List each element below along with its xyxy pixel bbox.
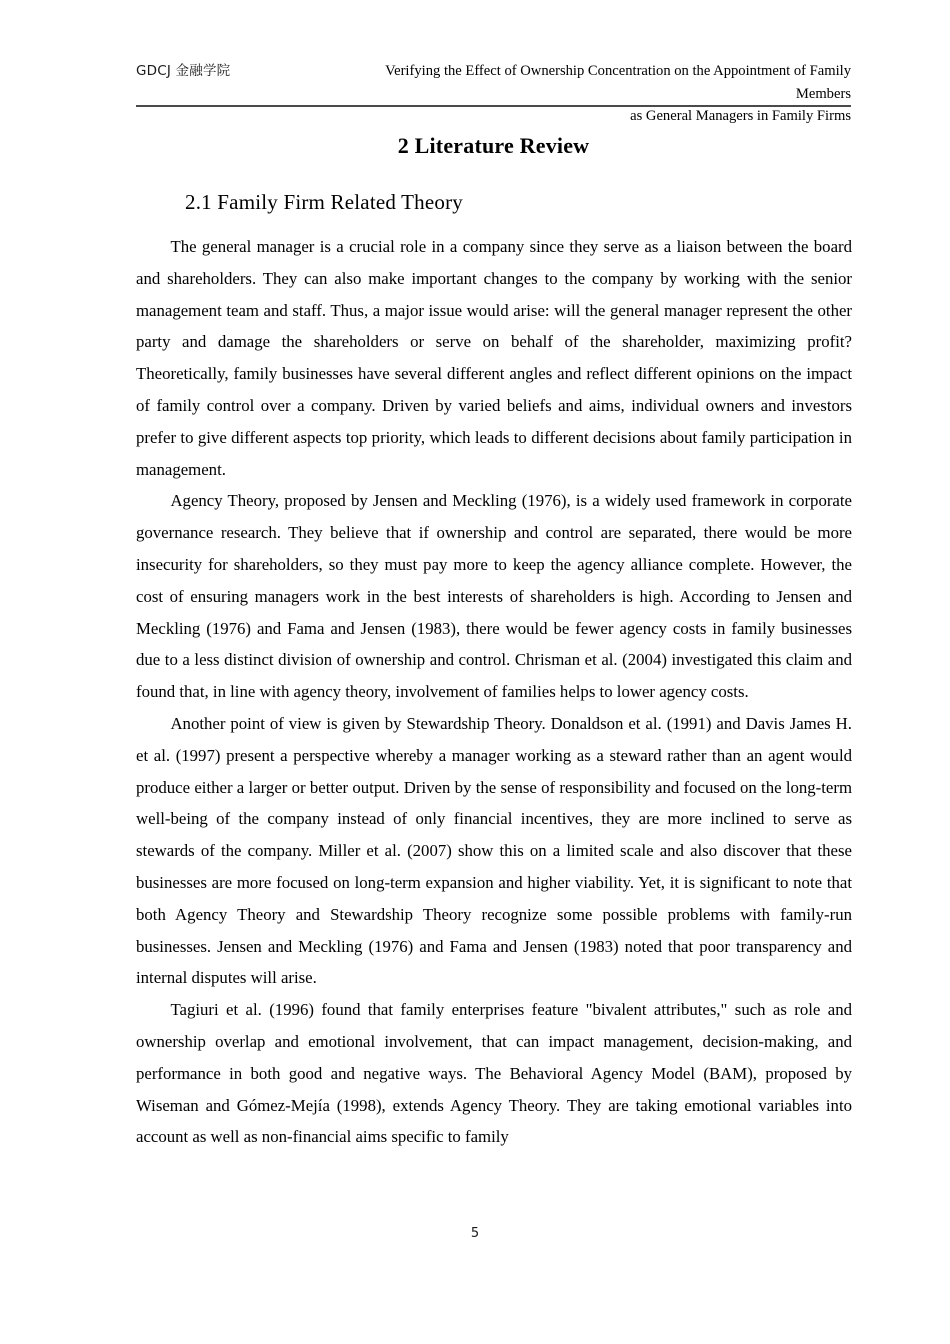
body-content <box>136 231 852 1153</box>
chapter-heading: 2 Literature Review <box>397 132 590 158</box>
running-title-line-2: as General Managers in Family Firms <box>630 108 851 125</box>
paragraph-2: Agency Theory, proposed by Jensen and Meckling (1976), is a widely used framework in corporate governance research. They believe that if ownership and control are separated, there would be more insecurity for shareholders, so they must pay more to keep the agency alliance complete. However, the cost of ensuring managers work in the best interests of shareholders is high. According to Jensen and Meckling (1976) and Fama and Jensen (1983), there would be fewer agency costs in family businesses due to a less distinct division of ownership and control. Chrisman et al. (2004) investigated this claim and found that, in line with agency theory, involvement of families helps to lower agency costs. <box>136 491 852 702</box>
header-divider <box>136 105 851 107</box>
paragraph-4: Tagiuri et al. (1996) found that family enterprises feature "bivalent attributes," such as role and ownership overlap and emotional involvement, that can impact management, decision-making, and performance in both good and negative ways. The Behavioral Agency Model (BAM), proposed by Wiseman and Gómez-Mejía (1998), extends Agency Theory. They are taking emotional variables into account as well as non-financial aims specific to family <box>136 1000 852 1147</box>
section-heading: 2.1 Family Firm Related Theory <box>185 190 463 215</box>
running-header <box>136 60 851 128</box>
institution-name: GDCJ 金融学院 <box>136 63 231 79</box>
paragraph-3: Another point of view is given by Stewardship Theory. Donaldson et al. (1991) and Davis James H. et al. (1997) present a perspective whereby a manager working as a steward rather than an agent would produce either a larger or better output. Driven by the sense of responsibility and focused on the long-term well-being of the company instead of only financial incentives, they are more inclined to serve as stewards of the company. Miller et al. (2007) show this on a limited scale and also discover that these businesses are more focused on long-term expansion and higher viability. Yet, it is significant to note that both Agency Theory and Stewardship Theory recognize some possible problems with family-run businesses. Jensen and Meckling (1976) and Fama and Jensen (1983) noted that poor transparency and internal disputes will arise. <box>136 713 852 988</box>
running-title-line-1: Verifying the Effect of Ownership Concentration on the Appointment of Family Members <box>385 63 851 102</box>
running-title <box>331 60 851 128</box>
page-number: 5 <box>470 1226 480 1241</box>
paragraph-1: The general manager is a crucial role in a company since they serve as a liaison between the board and shareholders. They can also make important changes to the company by working with the senior management team and staff. Thus, a major issue would arise: will the general manager represent the other party and damage the shareholders or serve on behalf of the shareholder, maximizing profit? Theoretically, family businesses have several different angles and reflect different opinions on the impact of family control over a company. Driven by varied beliefs and aims, individual owners and investors prefer to give different aspects top priority, which leads to different decisions about family participation in management. <box>136 237 852 479</box>
